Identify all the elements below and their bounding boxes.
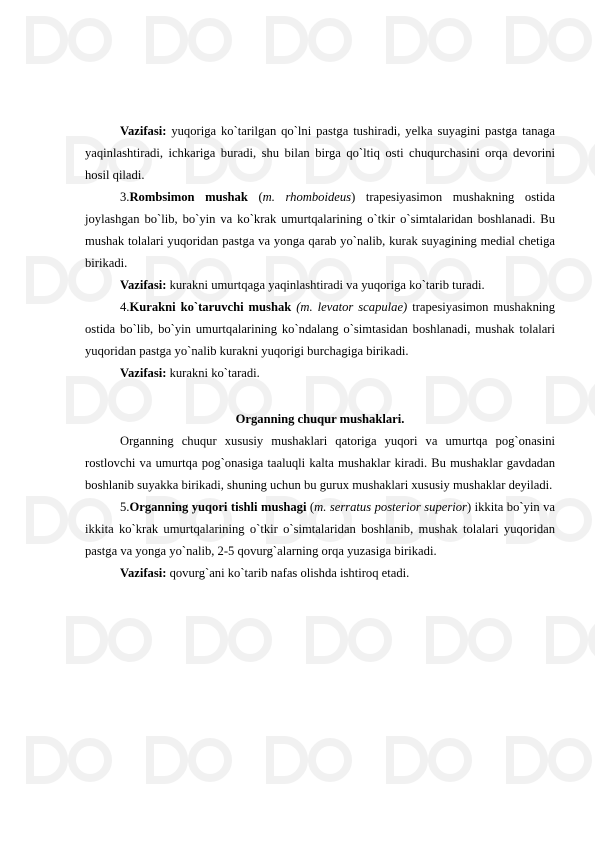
item-number: 5. (120, 500, 130, 514)
watermark-glyph (552, 742, 588, 778)
watermark-glyph (72, 742, 108, 778)
paragraph-text: ) ikkita bo`yin va ikkita ko`krak umurtqalarining o`tkir o`simtalaridan boshlanib, mushak tolalari yuqoridan pastga va yonga yo`nalib, 2-5 qovurg`alarning orqa yuzasiga birikadi. (85, 500, 556, 558)
paragraph-text: qovurg`ani ko`tarib nafas olishda ishtiroq etadi. (166, 566, 410, 580)
latin-name: m. rhomboideus (262, 190, 352, 204)
watermark-glyph (472, 622, 508, 658)
watermark-glyph (270, 20, 304, 60)
label-vazifasi: Vazifasi: (120, 366, 167, 380)
watermark-glyph (552, 502, 588, 538)
watermark-glyph (510, 740, 544, 780)
paren-open: ( (306, 500, 315, 514)
document-body (85, 120, 555, 584)
item-number: 4. (120, 300, 130, 314)
paragraph-rombsimon (85, 186, 555, 274)
watermark-glyph (312, 742, 348, 778)
watermark-glyph (310, 620, 344, 660)
paragraph-vazifa-3 (85, 362, 555, 384)
watermark-glyph (72, 22, 108, 58)
watermark-glyph (430, 620, 464, 660)
label-vazifasi: Vazifasi: (120, 124, 167, 138)
watermark-glyph (190, 620, 224, 660)
watermark-glyph (270, 740, 304, 780)
watermark-glyph (550, 620, 584, 660)
section-spacer (85, 384, 555, 396)
label-vazifasi: Vazifasi: (120, 566, 167, 580)
watermark-glyph (112, 622, 148, 658)
watermark-glyph (432, 742, 468, 778)
watermark-glyph (232, 622, 268, 658)
paragraph-text: Organning chuqur xususiy mushaklari qatoriga yuqori va umurtqa pog`onasini rostlovchi va umurtqa pog`onasiga taaluqli kalta mushaklar kiradi. Bu mushaklar gavdadan boshlanib suyakka birikadi, shuning uchun bu gurux mushaklari xususiy mushaklar deyiladi. (85, 434, 555, 492)
item-number: 3. (120, 190, 130, 204)
watermark-glyph (552, 22, 588, 58)
watermark-glyph (510, 20, 544, 60)
paragraph-text: ) trapesiyasimon mushakning ostida joylashgan bo`lib, bo`yin va ko`krak umurtqalarining o`tkir o`simtalaridan boshlanadi. Bu mushak tolalari yuqoridan pastga va yonga qarab yo`nalib, kurak suyagining medial chetiga birikadi. (85, 190, 555, 270)
watermark-glyph (30, 20, 64, 60)
watermark-glyph (312, 22, 348, 58)
muscle-name: Rombsimon mushak (129, 190, 248, 204)
latin-name: m. serratus posterior superior (314, 500, 467, 514)
watermark-glyph (552, 262, 588, 298)
watermark-glyph (150, 20, 184, 60)
muscle-name: Kurakni ko`taruvchi mushak (129, 300, 292, 314)
watermark-glyph (30, 500, 64, 540)
paragraph-text: kurakni umurtqaga yaqinlashtiradi va yuqoriga ko`tarib turadi. (166, 278, 485, 292)
watermark-glyph (550, 380, 584, 420)
paragraph-intro (85, 430, 555, 496)
paragraph-vazifa-4 (85, 562, 555, 584)
watermark-glyph (550, 140, 584, 180)
label-vazifasi: Vazifasi: (120, 278, 167, 292)
watermark-glyph (390, 20, 424, 60)
muscle-name: Organning yuqori tishli mushagi (129, 500, 307, 514)
watermark-glyph (30, 740, 64, 780)
paragraph-text: trapesiyasimon mushakning ostida bo`lib, bo`yin umurtqalarining ko`ndalang o`simtasidan boshlanadi, mushak tolalari yuqoridan pastga yo`nalib kurakni yuqorigi burchagiga birikadi. (85, 300, 555, 358)
paragraph-text: yuqoriga ko`tarilgan qo`lni pastga tushiradi, yelka suyagini pastga tanaga yaqinlashtiradi, ichkariga buradi, shu bilan birga qo`ltiq osti chuqurchasini orqa devorini hosil qiladi. (85, 124, 555, 182)
watermark-glyph (192, 742, 228, 778)
paragraph-serratus (85, 496, 555, 562)
section-heading: Organning chuqur mushaklari. (235, 412, 405, 426)
watermark-glyph (70, 620, 104, 660)
watermark-glyph (30, 260, 64, 300)
paragraph-vazifa-2 (85, 274, 555, 296)
paragraph-vazifa-1 (85, 120, 555, 186)
watermark-glyph (352, 622, 388, 658)
latin-name: (m. levator scapulae) (296, 300, 408, 314)
watermark-glyph (192, 22, 228, 58)
paren-open: ( (247, 190, 263, 204)
watermark-glyph (432, 22, 468, 58)
paragraph-kurakni (85, 296, 555, 362)
watermark-glyph (390, 740, 424, 780)
watermark-glyph (150, 740, 184, 780)
paragraph-text: kurakni ko`taradi. (166, 366, 260, 380)
